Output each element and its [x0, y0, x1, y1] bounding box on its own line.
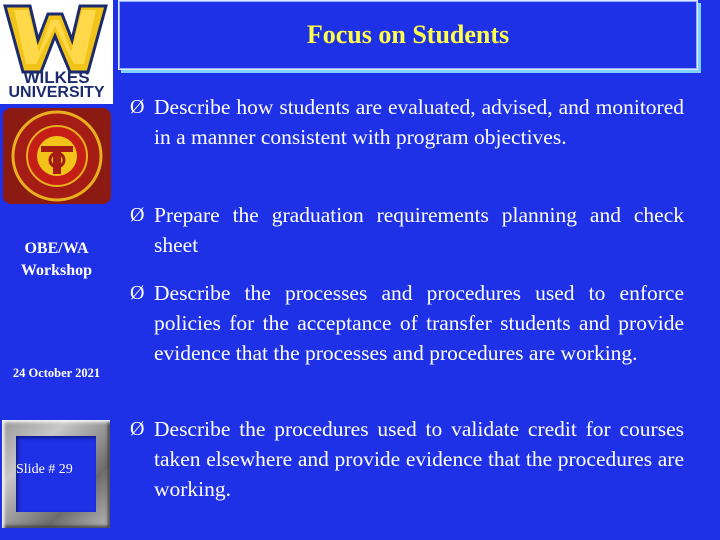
arrow-bullet-icon: Ø: [130, 204, 145, 226]
workshop-label: OBE/WA Workshop: [20, 240, 93, 279]
arrow-bullet-icon: Ø: [130, 96, 145, 118]
slide-number-box: [2, 420, 110, 528]
list-item: [122, 278, 684, 368]
utm-seal-logo: [3, 108, 111, 204]
wilkes-university-logo: [0, 0, 113, 104]
title-box: [118, 0, 698, 70]
page-title: Focus on Students: [306, 20, 510, 49]
bullet-text: Describe how students are evaluated, advised, and monitored in a manner consistent with program objectives.: [154, 95, 684, 149]
date-label: 24 October 2021: [12, 366, 101, 380]
utm-seal-icon: [3, 108, 111, 204]
wilkes-wordmark-line2: UNIVERSITY: [8, 84, 105, 101]
bullet-text: Describe the procedures used to validate credit for courses taken elsewhere and provide evidence that the procedures are working.: [154, 417, 684, 501]
bullet-text: Prepare the graduation requirements planning and check sheet: [154, 203, 684, 257]
wilkes-wordmark-line1: WILKES: [23, 68, 90, 87]
list-item: [122, 200, 684, 260]
list-item: [122, 92, 684, 152]
arrow-bullet-icon: Ø: [130, 282, 145, 304]
sidebar: [0, 0, 113, 540]
slide-number-label: Slide # 29: [16, 462, 73, 477]
arrow-bullet-icon: Ø: [130, 418, 145, 440]
bullet-text: Describe the processes and procedures used to enforce policies for the acceptance of transfer students and provide evidence that the processes and procedures are working.: [154, 281, 684, 365]
list-item: [122, 414, 684, 504]
